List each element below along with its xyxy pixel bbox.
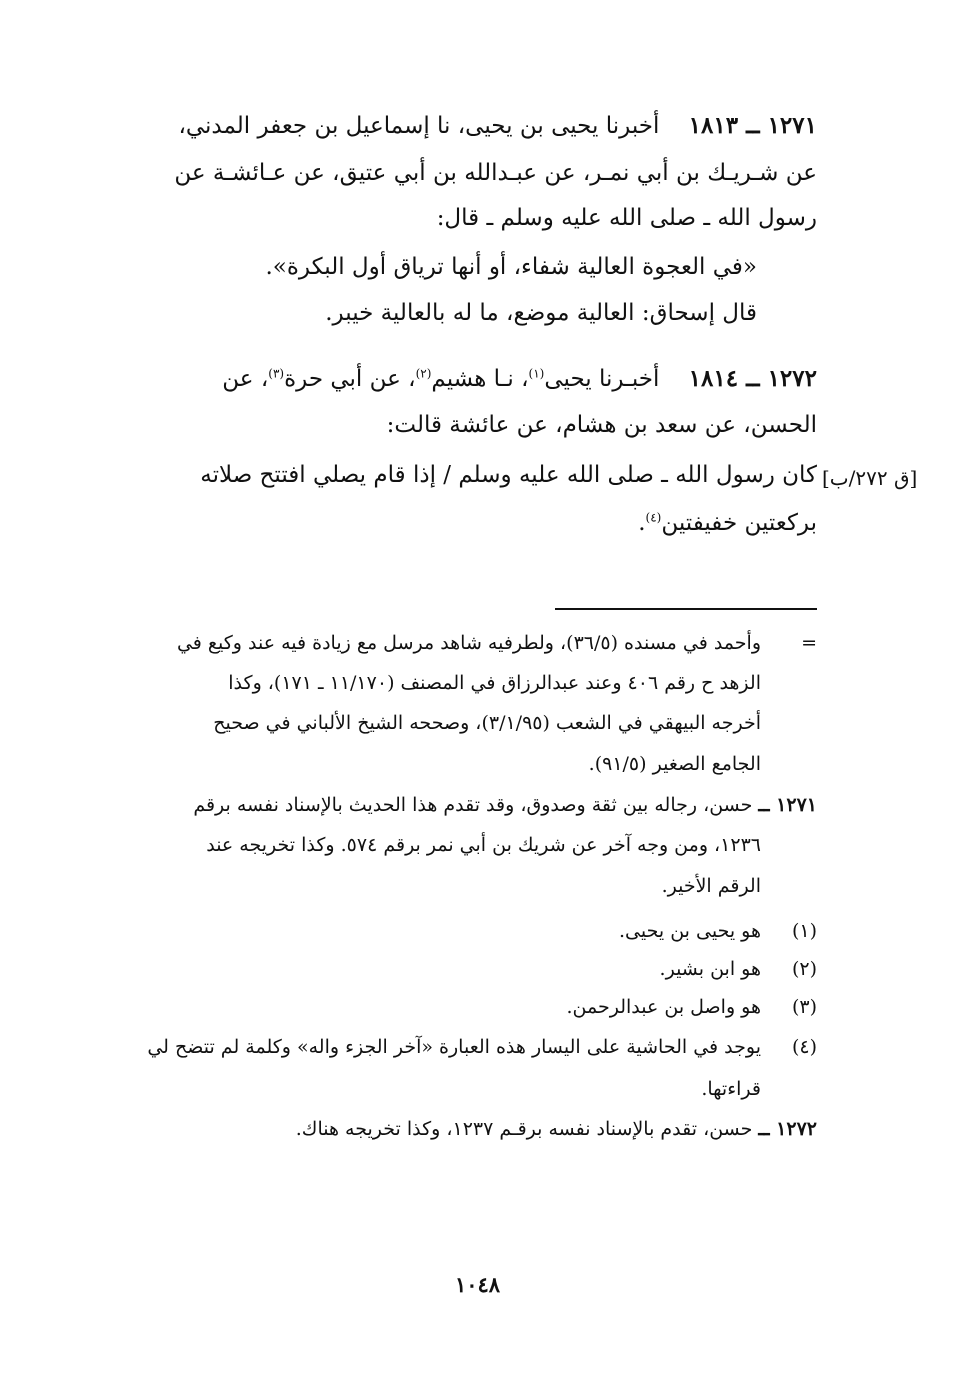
takhrij-1271-line-3: الرقم الأخير. xyxy=(661,875,761,897)
footnote-4-number: (٤) xyxy=(791,1036,817,1058)
footnote-ref-2[interactable]: (٢) xyxy=(415,366,432,381)
page-number: ١٠٤٨ xyxy=(454,1272,501,1297)
takhrij-1271-line-2: ١٢٣٦، ومن وجه آخر عن شريك بن أبي نمر برقم ٥٧٤. وكذا تخريجه عند xyxy=(206,834,761,856)
hadith-1272-line-1 xyxy=(222,365,817,392)
footnote-3-text: هو واصل بن عبدالرحمن. xyxy=(566,996,761,1018)
footnote-continuation-line-4: الجامع الصغير (٩١/٥). xyxy=(588,753,761,775)
hadith-1271-line-2: عن شـريـك بن أبي نمـر، عن عبـدالله بن أبي عتيق، عن عـائشـة عن xyxy=(174,160,817,186)
hadith-1272-text-d: ، عن xyxy=(222,366,269,392)
takhrij-number-1272: ١٢٧٢ ــ xyxy=(758,1118,817,1140)
footnote-ref-3[interactable]: (٣) xyxy=(268,366,285,381)
footnote-continuation-line-1 xyxy=(177,632,817,654)
continuation-text-1: وأحمد في مسنده (٣٦/٥)، ولطرفيه شاهد مرسل مع زيادة فيه عند وكيع في xyxy=(176,632,761,654)
hadith-1272-text-e: بركعتين خفيفتين xyxy=(661,510,817,536)
hadith-1271-text-1: أخبرنا يحيى بن يحيى، نا إسماعيل بن جعفر المدني، xyxy=(178,113,660,139)
footnote-2 xyxy=(660,958,817,980)
footnote-ref-1[interactable]: (١) xyxy=(528,366,545,381)
continuation-marker: = xyxy=(801,632,817,654)
hadith-1272-line-3: كان رسول الله ـ صلى الله عليه وسلم / إذا قام يصلي افتتح صلاته xyxy=(200,462,817,488)
hadith-1271-line-1 xyxy=(178,112,817,139)
footnote-2-text: هو ابن بشير. xyxy=(659,958,761,980)
hadith-1272-text-b: ، نـا هشيم xyxy=(431,366,529,392)
takhrij-number-1271: ١٢٧١ ــ xyxy=(758,794,817,816)
takhrij-1271-text-1: حسن، رجاله بين ثقة وصدوق، وقد تقدم هذا الحديث بالإسناد نفسه برقم xyxy=(193,794,753,816)
takhrij-1271-line-1 xyxy=(193,794,817,816)
footnote-4-text-1: يوجد في الحاشية على اليسار هذه العبارة «آخر الجزء واله» وكلمة لم تتضح لي xyxy=(147,1036,761,1058)
takhrij-1272-text: حسن، تقدم بالإسناد نفسه برقـم ١٢٣٧، وكذا تخريجه هناك. xyxy=(295,1118,753,1140)
footnote-3 xyxy=(566,996,817,1018)
hadith-1271-quote: «في العجوة العالية شفاء، أو أنها ترياق أول البكرة». xyxy=(265,254,757,280)
footnote-1-number: (١) xyxy=(791,920,817,942)
footnote-separator xyxy=(555,608,817,610)
footnote-2-number: (٢) xyxy=(791,958,817,980)
takhrij-1272 xyxy=(296,1118,817,1140)
footnote-ref-4[interactable]: (٤) xyxy=(645,510,662,525)
hadith-1272-line-2: الحسن، عن سعد بن هشام، عن عائشة قالت: xyxy=(386,412,817,438)
hadith-number-1272: ١٢٧٢ ــ ١٨١٤ xyxy=(688,365,817,392)
hadith-1271-line-3: رسول الله ـ صلى الله عليه وسلم ـ قال: xyxy=(436,205,817,231)
hadith-1272-text-c: ، عن أبي حرة xyxy=(284,366,416,392)
footnote-1-text: هو يحيى بن يحيى. xyxy=(619,920,761,942)
hadith-1272-line-4 xyxy=(638,510,817,536)
hadith-number-1271: ١٢٧١ ــ ١٨١٣ xyxy=(688,112,817,139)
footnote-3-number: (٣) xyxy=(791,996,817,1018)
footnote-4-line-2: قراءتها. xyxy=(701,1078,761,1100)
footnote-continuation-line-2: الزهد ح رقم ٤٠٦ وعند عبدالرزاق في المصنف (١١/١٧٠ ـ ١٧١)، وكذا xyxy=(228,672,761,694)
manuscript-folio-marker: [ق ٢٧٢/ب] xyxy=(822,466,918,490)
hadith-1272-text-a: أخبـرنا يحيى xyxy=(544,366,660,392)
ishaq-comment: قال إسحاق: العالية موضع، ما له بالعالية خيبر. xyxy=(325,300,757,326)
footnote-4-line-1 xyxy=(147,1036,817,1058)
footnote-continuation-line-3: أخرجه البيهقي في الشعب (٣/١/٩٥)، وصححه الشيخ الألباني في صحيح xyxy=(213,712,761,734)
footnote-1 xyxy=(619,920,817,942)
hadith-1272-text-f: . xyxy=(638,510,646,536)
